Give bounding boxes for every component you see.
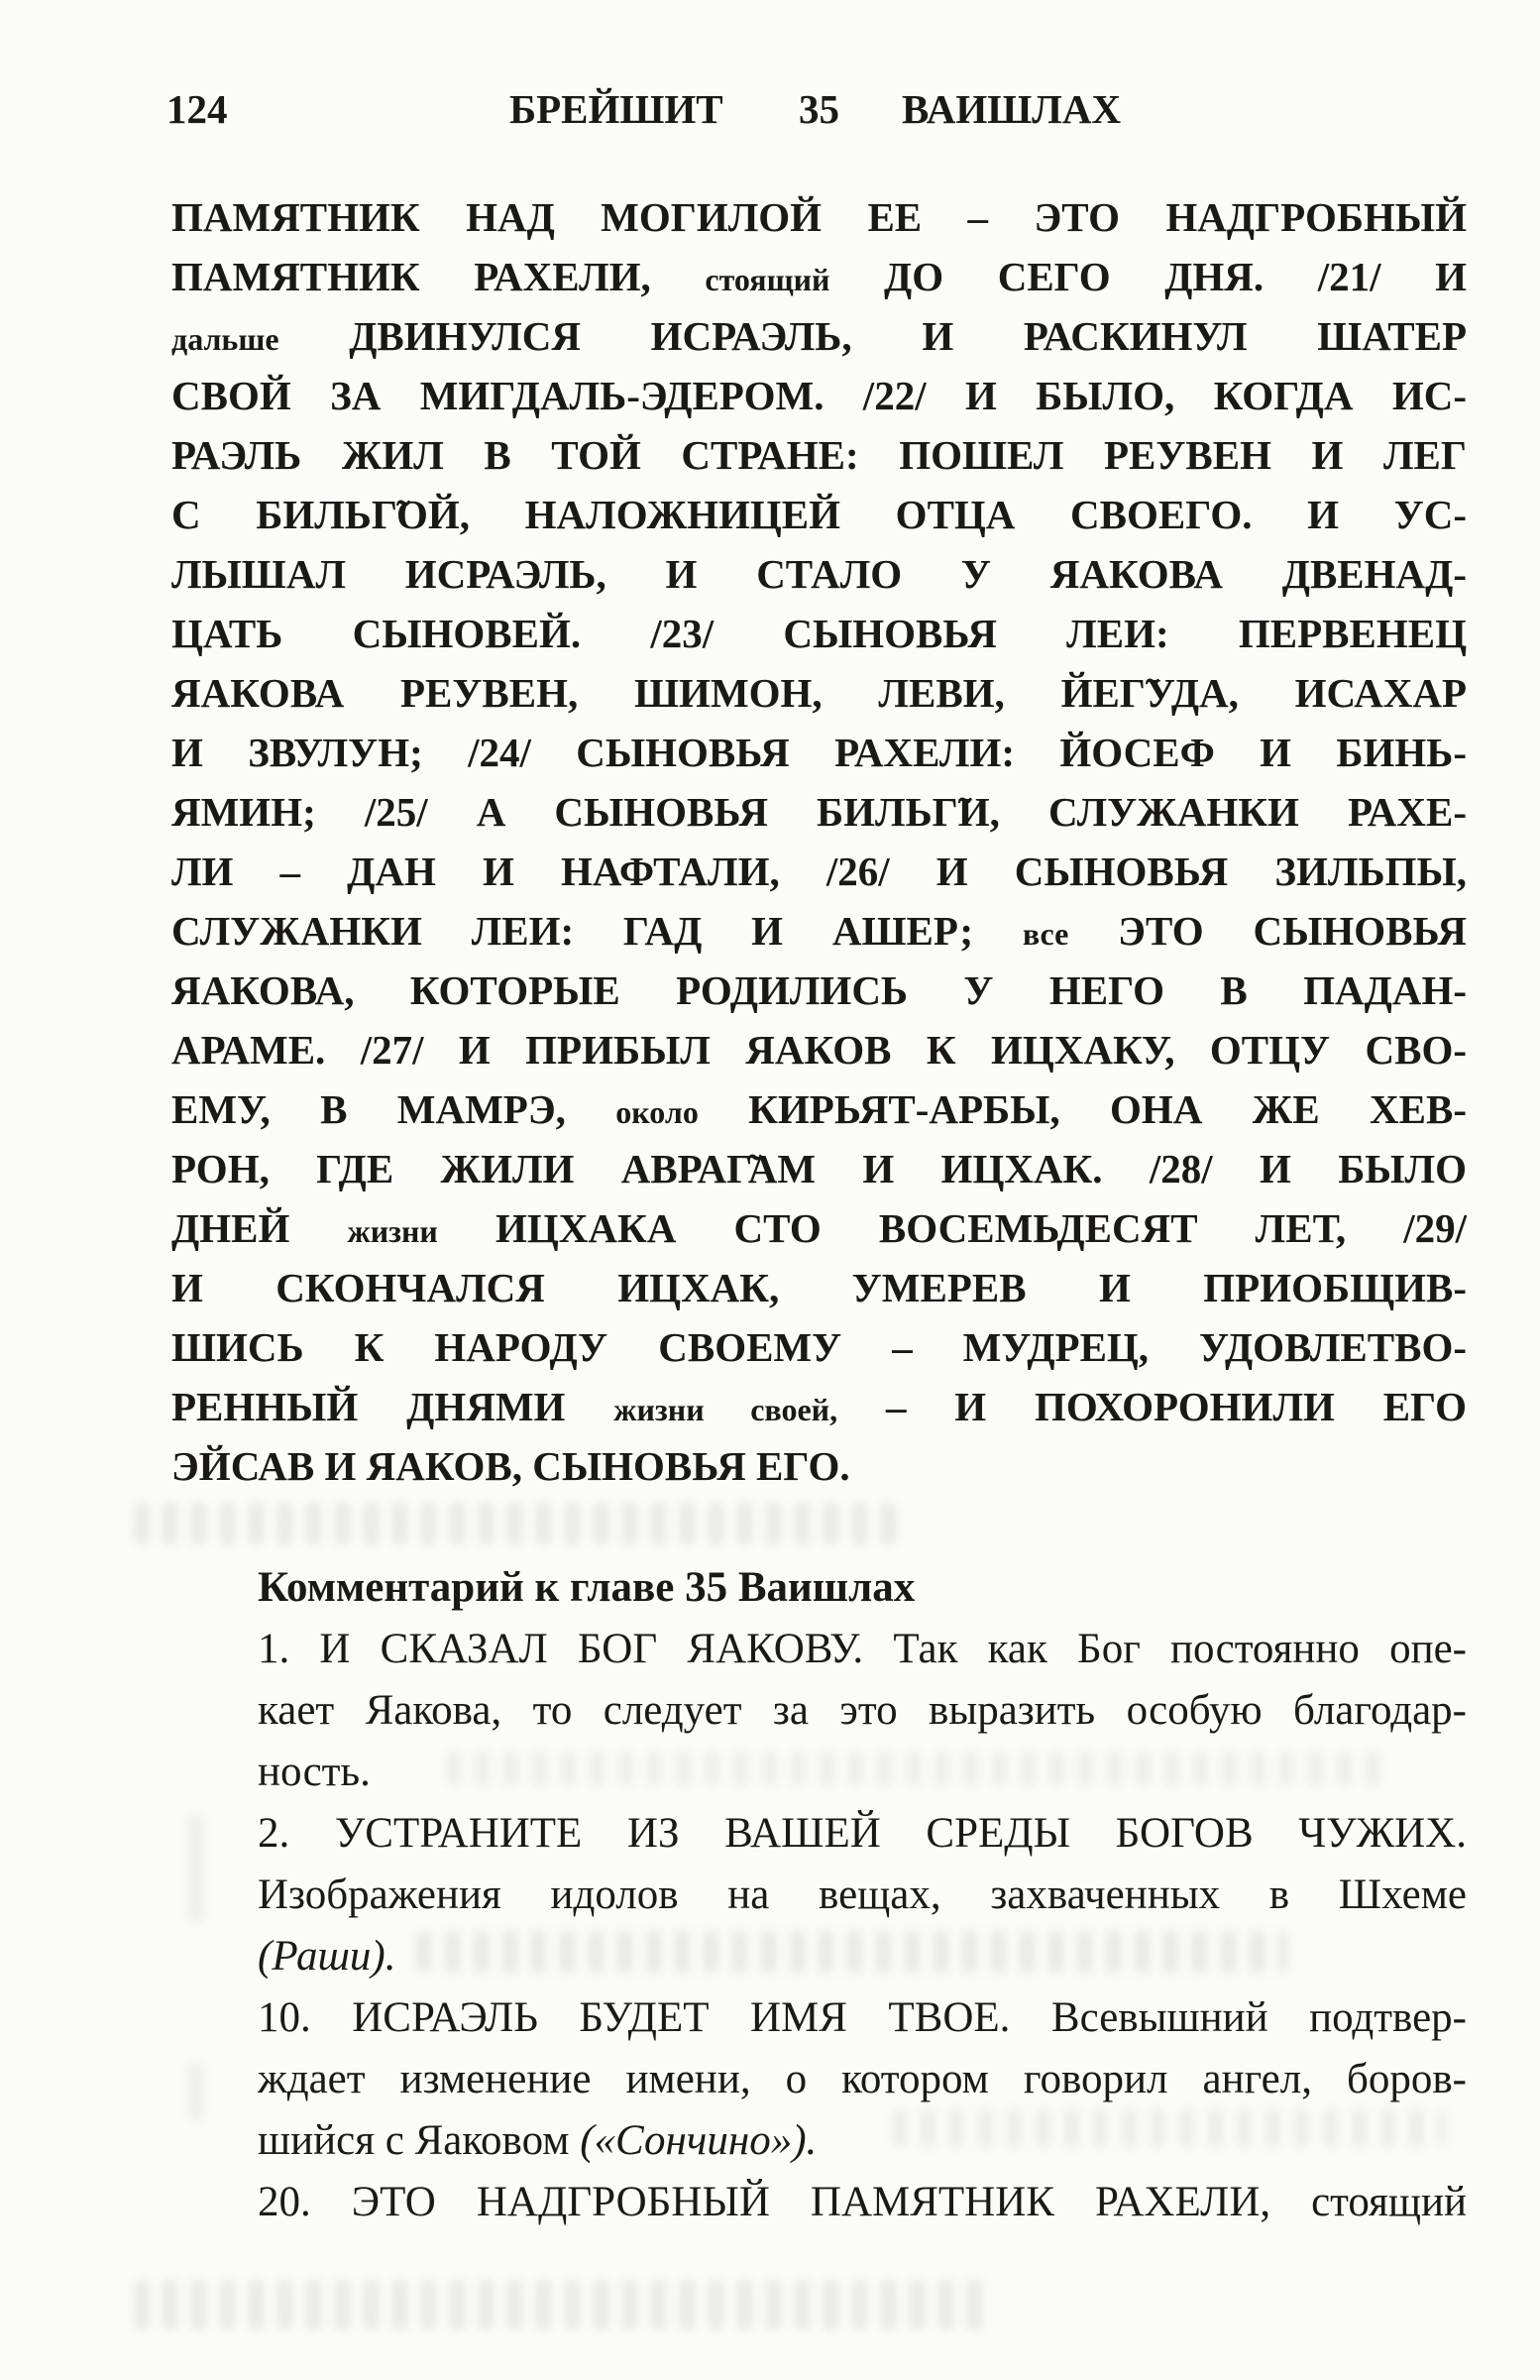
torah-segment: ЕМУ, В МАМРЭ,	[171, 1086, 616, 1132]
commentary-line	[258, 1865, 1467, 1926]
torah-segment: ПАМЯТНИК РАХЕЛИ,	[171, 254, 706, 299]
commentary-segment: Изображения идолов на вещах, захваченных в Шхеме	[258, 1871, 1467, 1918]
torah-segment: ЯМИН; /25/ А СЫНОВЬЯ БИЛЬГ̃И, СЛУЖАНКИ РАХЕ-	[171, 789, 1467, 835]
torah-line	[171, 187, 1467, 247]
torah-segment: СЛУЖАНКИ ЛЕИ: ГАД И АШЕР;	[171, 908, 1023, 954]
commentary-segment: 10. ИСРАЭЛЬ БУДЕТ ИМЯ ТВОЕ. Всевышний подтвер-	[258, 1994, 1467, 2041]
torah-translation-block	[171, 187, 1467, 1496]
commentary-block	[258, 1557, 1467, 2233]
torah-segment: АРАМЕ. /27/ И ПРИБЫЛ ЯАКОВ К ИЦХАКУ, ОТЦУ СВО-	[171, 1027, 1467, 1073]
commentary-line	[258, 1619, 1467, 1680]
torah-line	[171, 961, 1467, 1020]
commentary-segment: шийся с Яаковом	[258, 2117, 581, 2164]
torah-line	[171, 425, 1467, 485]
torah-segment: И ЗВУЛУН; /24/ СЫНОВЬЯ РАХЕЛИ: ЙОСЕФ И БИНЬ-	[171, 730, 1467, 775]
torah-segment: ДО СЕГО ДНЯ. /21/ И	[829, 254, 1467, 299]
commentary-segment: 2. УСТРАНИТЕ ИЗ ВАШЕЙ СРЕДЫ БОГОВ ЧУЖИХ.	[258, 1810, 1467, 1857]
torah-line	[171, 782, 1467, 842]
commentary-segment: 20. ЭТО НАДГРОБНЫЙ ПАМЯТНИК РАХЕЛИ, стоящий	[258, 2179, 1467, 2225]
bleed-through-artifact	[134, 2280, 996, 2329]
torah-segment: КИРЬЯТ-АРБЫ, ОНА ЖЕ ХЕВ-	[698, 1086, 1467, 1132]
commentary-segment: кает Яакова, то следует за это выразить особую благодар-	[258, 1687, 1467, 1734]
commentary-line	[258, 1926, 1467, 1987]
torah-line	[171, 723, 1467, 782]
bleed-through-artifact	[188, 2062, 212, 2121]
torah-segment: РОН, ГДЕ ЖИЛИ АВРАГ̃АМ И ИЦХАК. /28/ И БЫЛО	[171, 1146, 1467, 1191]
torah-line	[171, 485, 1467, 544]
torah-segment: жизни	[347, 1213, 438, 1249]
torah-line	[171, 247, 1467, 306]
commentary-line	[258, 2110, 1467, 2172]
torah-line	[171, 1258, 1467, 1317]
commentary-heading: Комментарий к главе 35 Ваишлах	[258, 1564, 916, 1611]
torah-segment: около	[615, 1094, 699, 1130]
torah-line	[171, 366, 1467, 425]
torah-segment: РАЭЛЬ ЖИЛ В ТОЙ СТРАНЕ: ПОШЕЛ РЕУВЕН И ЛЕГ	[171, 432, 1467, 478]
torah-line	[171, 1079, 1467, 1139]
torah-segment: – И ПОХОРОНИЛИ ЕГО	[837, 1384, 1467, 1429]
torah-line	[171, 1377, 1467, 1436]
torah-line	[171, 1139, 1467, 1198]
torah-segment: стоящий	[705, 262, 830, 297]
commentary-segment: ность.	[258, 1749, 371, 1795]
portion-title: ВАИШЛАХ	[902, 86, 1122, 132]
torah-line	[171, 1198, 1467, 1258]
torah-segment: ДНЕЙ	[171, 1205, 348, 1251]
running-head	[0, 85, 1540, 141]
torah-line	[171, 1020, 1467, 1079]
torah-line	[171, 842, 1467, 901]
torah-line	[171, 1436, 1467, 1496]
torah-segment: РЕННЫЙ ДНЯМИ	[171, 1384, 614, 1429]
torah-line	[171, 544, 1467, 604]
torah-line	[171, 901, 1467, 961]
torah-segment: ЭТО СЫНОВЬЯ	[1068, 908, 1467, 954]
torah-segment: ЯАКОВА РЕУВЕН, ШИМОН, ЛЕВИ, ЙЕГ̃УДА, ИСАХАР	[171, 670, 1467, 716]
torah-segment: ЭЙСАВ И ЯАКОВ, СЫНОВЬЯ ЕГО.	[171, 1443, 850, 1489]
torah-segment: С БИЛЬГ̃ОЙ, НАЛОЖНИЦЕЙ ОТЦА СВОЕГО. И УС-	[171, 492, 1467, 537]
torah-line	[171, 604, 1467, 663]
commentary-line	[258, 2172, 1467, 2233]
torah-segment: ЛИ – ДАН И НАФТАЛИ, /26/ И СЫНОВЬЯ ЗИЛЬПЫ,	[171, 849, 1467, 894]
bleed-through-artifact	[188, 1814, 212, 1923]
commentary-line	[258, 1803, 1467, 1865]
commentary-lines	[258, 1619, 1467, 2233]
torah-line	[171, 306, 1467, 366]
torah-line	[171, 1317, 1467, 1377]
torah-line	[171, 663, 1467, 723]
torah-segment: ЛЫШАЛ ИСРАЭЛЬ, И СТАЛО У ЯАКОВА ДВЕНАД-	[171, 551, 1467, 597]
commentary-line	[258, 2049, 1467, 2110]
torah-segment: дальше	[171, 321, 279, 357]
torah-segment: все	[1022, 916, 1069, 952]
torah-segment: И СКОНЧАЛСЯ ИЦХАК, УМЕРЕВ И ПРИОБЩИВ-	[171, 1265, 1467, 1310]
torah-segment: жизни своей,	[613, 1392, 838, 1427]
torah-segment: СВОЙ ЗА МИГДАЛЬ-ЭДЕРОМ. /22/ И БЫЛО, КОГДА ИС-	[171, 373, 1467, 418]
chapter-number: 35	[799, 86, 839, 132]
bleed-through-artifact	[134, 1503, 897, 1544]
torah-segment: ЯАКОВА, КОТОРЫЕ РОДИЛИСЬ У НЕГО В ПАДАН-	[171, 967, 1467, 1013]
commentary-line	[258, 1987, 1467, 2049]
page-number: 124	[166, 86, 228, 132]
torah-segment: ШИСЬ К НАРОДУ СВОЕМУ – МУДРЕЦ, УДОВЛЕТВО-	[171, 1324, 1467, 1370]
commentary-segment: ждает изменение имени, о котором говорил ангел, боров-	[258, 2056, 1467, 2102]
torah-segment: ДВИНУЛСЯ ИСРАЭЛЬ, И РАСКИНУЛ ШАТЕР	[278, 313, 1467, 359]
commentary-segment: 1. И СКАЗАЛ БОГ ЯАКОВУ. Так как Бог постоянно опе-	[258, 1626, 1467, 1672]
torah-segment: ПАМЯТНИК НАД МОГИЛОЙ ЕЕ – ЭТО НАДГРОБНЫЙ	[171, 194, 1467, 240]
commentary-segment: (Раши).	[258, 1933, 396, 1980]
commentary-line	[258, 1742, 1467, 1803]
commentary-line	[258, 1680, 1467, 1742]
torah-segment: ЦАТЬ СЫНОВЕЙ. /23/ СЫНОВЬЯ ЛЕИ: ПЕРВЕНЕЦ	[171, 611, 1467, 656]
book-title: БРЕЙШИТ	[509, 86, 723, 132]
commentary-segment: («Сончино»).	[580, 2117, 818, 2164]
torah-segment: ИЦХАКА СТО ВОСЕМЬДЕСЯТ ЛЕТ, /29/	[437, 1205, 1467, 1251]
